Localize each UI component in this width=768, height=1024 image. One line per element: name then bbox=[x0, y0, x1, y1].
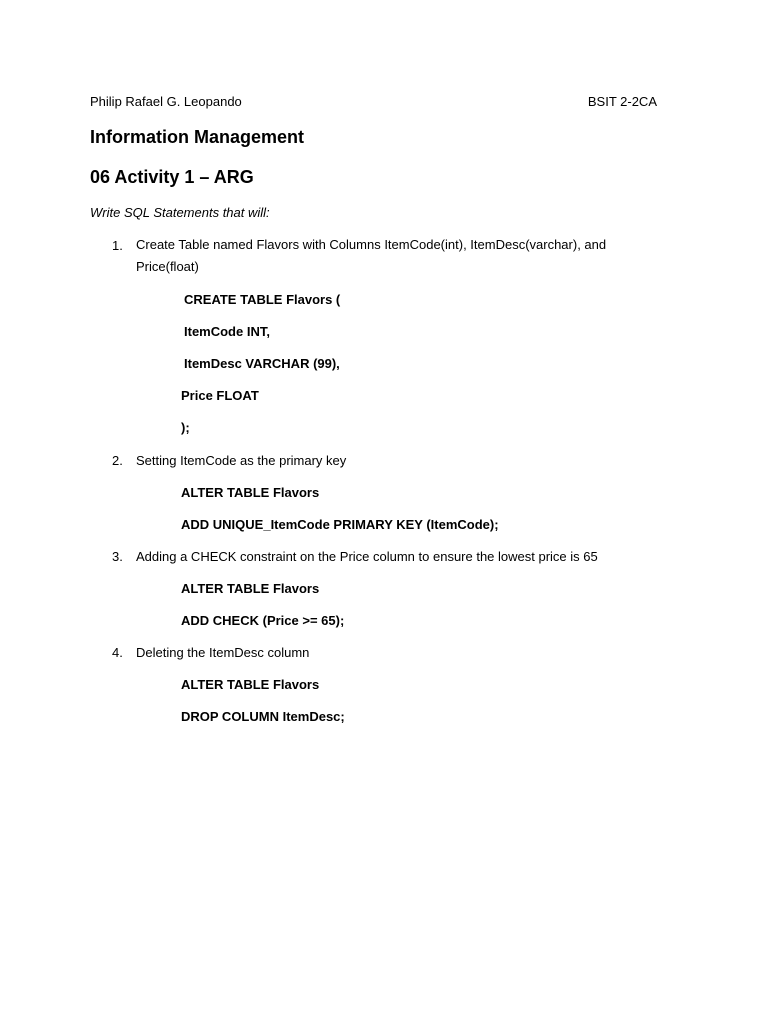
code-line: ALTER TABLE Flavors bbox=[181, 677, 320, 692]
code-line: ADD CHECK (Price >= 65); bbox=[181, 613, 345, 628]
code-line: ); bbox=[181, 420, 190, 435]
code-line: CREATE TABLE Flavors ( bbox=[184, 292, 341, 307]
instructions-text: Write SQL Statements that will: bbox=[90, 205, 270, 220]
item-number-4: 4. bbox=[112, 645, 123, 660]
item-text-4: Deleting the ItemDesc column bbox=[136, 645, 310, 660]
course-title: Information Management bbox=[90, 127, 305, 147]
code-line: Price FLOAT bbox=[181, 388, 259, 403]
code-line: ALTER TABLE Flavors bbox=[181, 485, 320, 500]
author-name: Philip Rafael G. Leopando bbox=[90, 94, 242, 109]
activity-title: 06 Activity 1 – ARG bbox=[90, 167, 254, 187]
code-line: ALTER TABLE Flavors bbox=[181, 581, 320, 596]
item-number-1: 1. bbox=[112, 238, 123, 253]
code-line: ItemCode INT, bbox=[184, 324, 270, 339]
item-text-3: Adding a CHECK constraint on the Price column to ensure the lowest price is 65 bbox=[136, 549, 598, 564]
code-line: DROP COLUMN ItemDesc; bbox=[181, 709, 345, 724]
item-text-1: Create Table named Flavors with Columns ItemCode(int), ItemDesc(varchar), and Price(float) bbox=[136, 237, 607, 274]
item-number-3: 3. bbox=[112, 549, 123, 564]
code-line: ADD UNIQUE_ItemCode PRIMARY KEY (ItemCode); bbox=[181, 517, 499, 532]
code-line: ItemDesc VARCHAR (99), bbox=[184, 356, 340, 371]
class-section: BSIT 2-2CA bbox=[587, 94, 657, 109]
item-text-2: Setting ItemCode as the primary key bbox=[136, 453, 347, 468]
document-header bbox=[90, 94, 657, 112]
item-number-2: 2. bbox=[112, 453, 123, 468]
